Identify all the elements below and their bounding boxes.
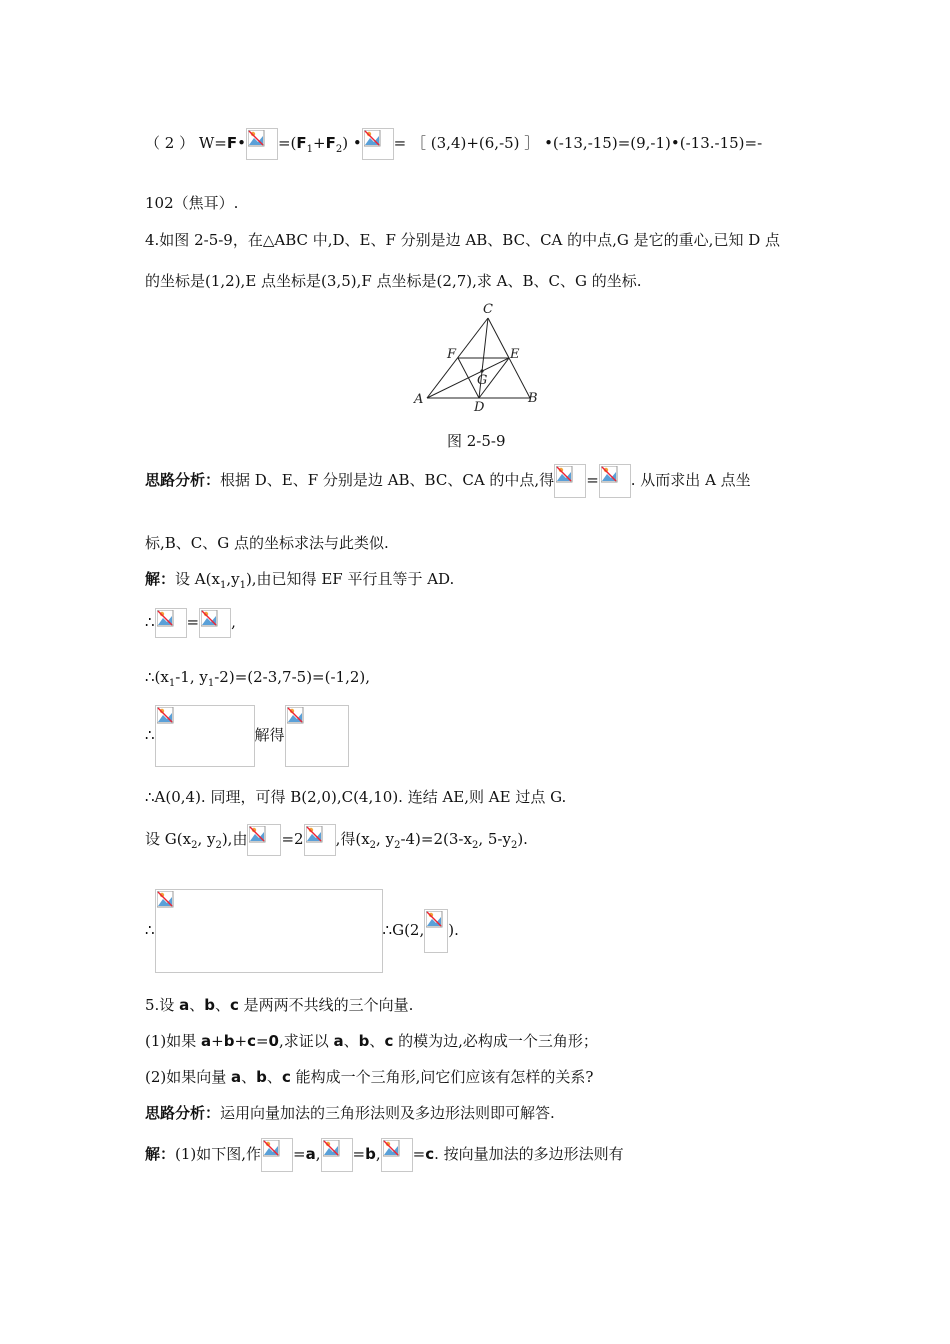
- therefore-2: $\therefore(x_1-1$, $y_1-2)=(2-3,7-5)=(-1,2)$,: [145, 668, 371, 689]
- broken-image-icon: [381, 1138, 413, 1172]
- analysis-1: 思路分析：根据 D、E、F 分别是边 AB、BC、CA 的中点,得 = . 从而求出 A 点坐: [145, 464, 751, 498]
- question-5-line-2: (1)如果 a+b+c=0,求证以 a、b、c 的模为边,必构成一个三角形；: [145, 1032, 598, 1050]
- therefore-1: ∴ = ,: [145, 608, 236, 638]
- figure-caption: 图 2-5-9: [447, 432, 506, 450]
- broken-image-icon: [246, 128, 278, 160]
- label-c: C: [483, 302, 493, 317]
- set-g-line: 设 $G(x_2$, $y_2$),由 =2 ,得($x_2$, $y_2-4)=2(3-x_2$, $5-y_2$).: [145, 824, 528, 857]
- label-b: B: [528, 391, 538, 406]
- broken-image-icon: [362, 128, 394, 160]
- label-f: F: [447, 347, 457, 362]
- work-equation-line: （ 2 ） W=F• $=(F_1+F_2)$ • = ［ (3,4)+(6,-5) ］ •(-13,-15)=(9,-1)•(-13.-15)=-: [145, 128, 762, 161]
- broken-image-icon: [554, 464, 586, 498]
- broken-image-icon: [261, 1138, 293, 1172]
- question-5-line-1: 5.设 a、b、c 是两两不共线的三个向量.: [145, 996, 414, 1014]
- broken-image-icon: [155, 889, 383, 973]
- label-d: D: [474, 400, 485, 415]
- broken-image-icon: [321, 1138, 353, 1172]
- broken-image-icon: [199, 608, 231, 638]
- broken-image-icon: [155, 608, 187, 638]
- analysis-2: 思路分析：运用向量加法的三角形法则及多边形法则即可解答.: [145, 1104, 555, 1122]
- broken-image-icon: [304, 824, 336, 856]
- broken-image-icon: [155, 705, 255, 767]
- work-result-line: 102（焦耳）.: [145, 194, 239, 212]
- broken-image-icon: [247, 824, 281, 856]
- broken-image-icon: [424, 909, 448, 953]
- broken-image-icon: [285, 705, 349, 767]
- label-a: A: [414, 392, 424, 407]
- question-4-line-2: 的坐标是(1,2),E 点坐标是(3,5),F 点坐标是(2,7),求 A、B、C、G 的坐标.: [145, 272, 642, 290]
- triangle-figure: [410, 298, 550, 418]
- therefore-3: ∴ 解得: [145, 704, 349, 767]
- result-1: ∴A(0,4). 同理，可得 B(2,0),C(4,10). 连结 AE,则 AE 过点 G.: [145, 788, 567, 806]
- question-4-line-1: 4.如图 2-5-9，在△ABC 中,D、E、F 分别是边 AB、BC、CA 的中点,G 是它的重心,已知 D 点: [145, 231, 781, 249]
- solution-1: 解：设 $A(x_1,y_1)$,由已知得 EF 平行且等于 AD.: [145, 570, 455, 591]
- analysis-1-continued: 标,B、C、G 点的坐标求法与此类似.: [145, 534, 389, 552]
- therefore-4: ∴ ∴G(2, ).: [145, 888, 459, 973]
- label-g: G: [477, 373, 488, 388]
- label-e: E: [510, 347, 520, 362]
- broken-image-icon: [599, 464, 631, 498]
- question-5-line-3: (2)如果向量 a、b、c 能构成一个三角形,问它们应该有怎样的关系?: [145, 1068, 594, 1086]
- solution-2: 解：(1)如下图,作 =a, =b, =c. 按向量加法的多边形法则有: [145, 1138, 624, 1172]
